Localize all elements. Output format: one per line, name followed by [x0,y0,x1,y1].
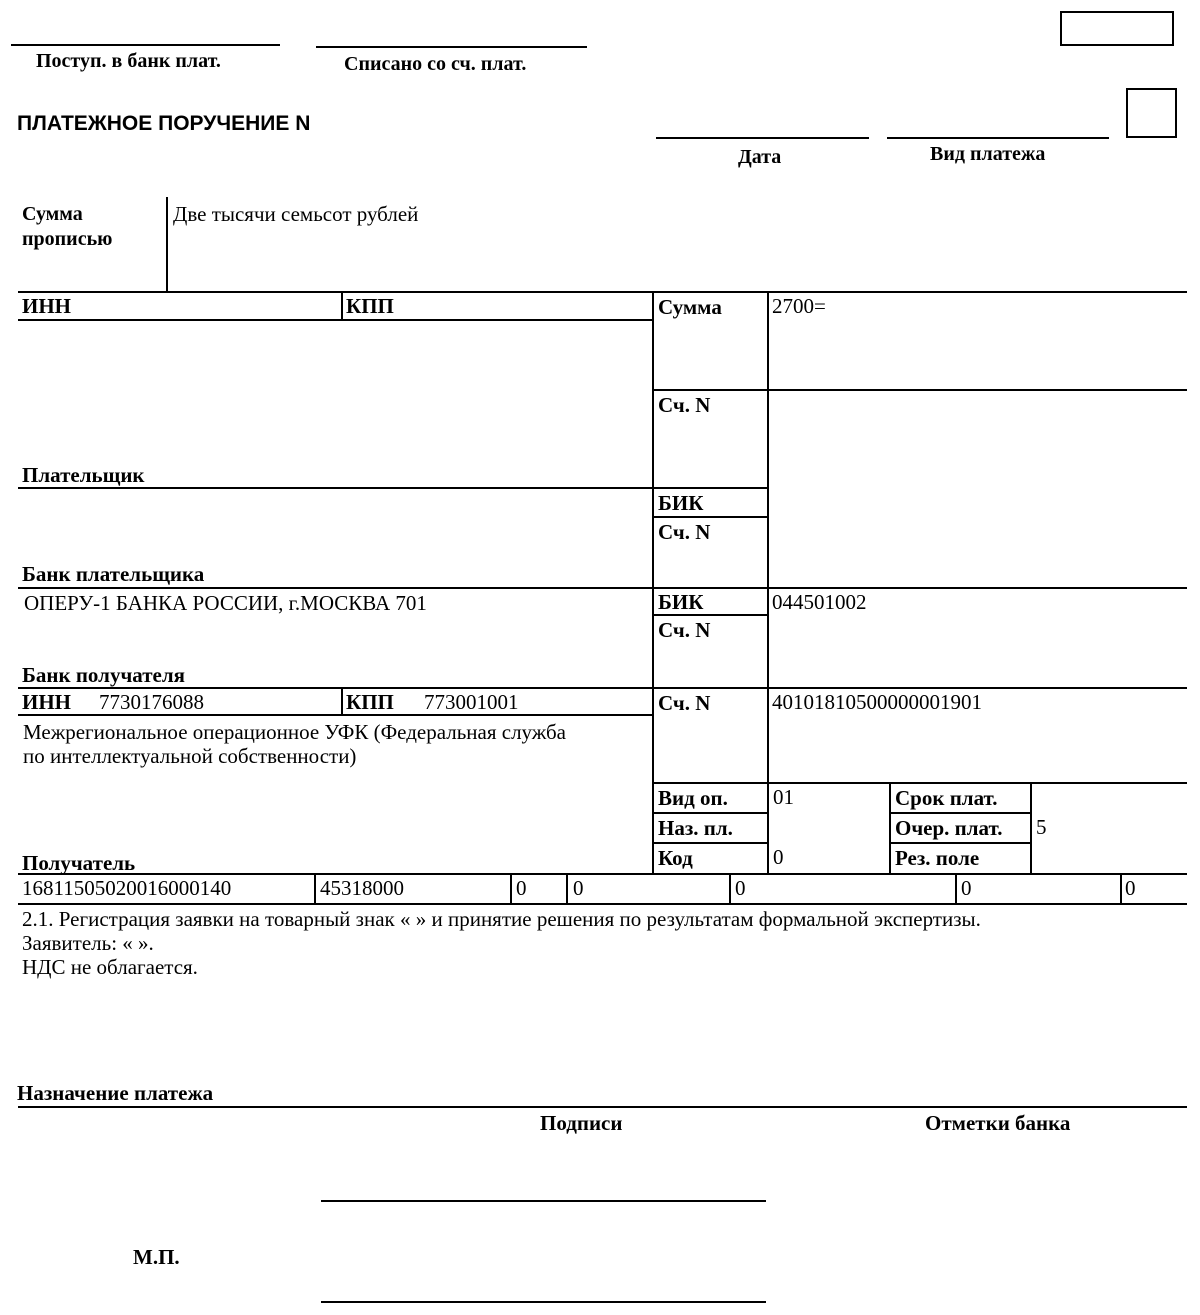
basis-value: 0 [516,876,527,900]
payee-inn-label: ИНН [22,690,72,714]
payer-account-label: Сч. N [658,393,711,417]
sum-value: 2700= [772,294,826,318]
doc-date-value: 0 [961,876,972,900]
payer-label: Плательщик [22,463,145,487]
signature-line-2 [321,1301,766,1303]
tax-col-divider-2 [510,873,512,903]
op-mid-divider-1 [889,782,891,873]
left-right-divider [652,291,654,873]
purpose-line-3: НДС не облагается. [22,955,198,979]
payee-bank-bik-value: 044501002 [772,590,867,614]
signature-line-1 [321,1200,766,1202]
tax-col-divider-3 [566,873,568,903]
payee-name-line1: Межрегиональное операционное УФК (Федеральная служба [23,720,567,744]
amount-words-value: Две тысячи семьсот рублей [173,202,419,226]
purpose-label: Назначение платежа [17,1081,214,1105]
rez-label: Рез. поле [895,846,980,870]
payee-bank-bottom-line [18,687,1187,689]
tax-col-divider-5 [955,873,957,903]
purpose-line-2: Заявитель: « ». [22,931,154,955]
payee-bank-account-label: Сч. N [658,618,711,642]
received-label: Поступ. в банк плат. [36,50,221,72]
page-title: ПЛАТЕЖНОЕ ПОРУЧЕНИЕ N [17,112,311,135]
purpose-line-1: 2.1. Регистрация заявки на товарный знак « » и принятие решения по результатам формальной экспертизы. [22,907,981,931]
doc-number-value: 0 [735,876,746,900]
kod-value: 0 [773,845,784,869]
payment-type-line [887,137,1109,139]
payee-inn-value: 7730176088 [99,690,204,714]
amount-words-divider [166,197,168,291]
debited-date-line [316,46,587,48]
tax-row-top-line [18,873,1187,875]
payee-bank-bik-label: БИК [658,590,704,614]
signatures-label: Подписи [540,1111,623,1135]
tax-col-divider-6 [1120,873,1122,903]
op-mid-divider-2 [1030,782,1032,873]
vid-op-label: Вид оп. [658,786,728,810]
payee-kpp-label: КПП [346,690,394,714]
vid-op-value: 01 [773,785,794,809]
type-value: 0 [1125,876,1136,900]
payer-inn-label: ИНН [22,294,72,318]
payee-bank-value: ОПЕРУ-1 БАНКА РОССИИ, г.МОСКВА 701 [24,591,427,615]
amount-words-label-2: прописью [22,228,113,250]
payer-inn-kpp-divider [341,291,343,319]
amount-words-label-1: Сумма [22,203,83,225]
payer-bank-account-label: Сч. N [658,520,711,544]
payee-account-label: Сч. N [658,691,711,715]
payer-bank-bottom-line [18,587,1187,589]
purpose-bottom-line [18,1106,1187,1108]
received-date-line [11,44,280,46]
payer-bank-bik-label: БИК [658,491,704,515]
kbk-value: 16811505020016000140 [22,876,232,900]
payee-kpp-value: 773001001 [424,690,519,714]
ocher-value: 5 [1036,815,1047,839]
payee-name-line2: по интеллектуальной собственности) [23,744,357,768]
srok-bottom-line [889,812,1030,814]
tax-row-bottom-line [18,903,1187,905]
payee-bank-label: Банк получателя [22,663,186,687]
period-value: 0 [573,876,584,900]
grid-top-line [18,291,1187,293]
op-row2-bottom-line [652,842,767,844]
payer-bank-label: Банк плательщика [22,562,205,586]
bank-marks-label: Отметки банка [925,1111,1071,1135]
sum-label: Сумма [658,295,722,319]
sum-row-bottom [652,389,1187,391]
date-line [656,137,869,139]
date-label: Дата [738,146,782,168]
op-row1-bottom-line [652,812,767,814]
bik1-bottom-line [652,516,767,518]
payer-inn-underline [18,319,652,321]
payee-account-value: 40101810500000001901 [772,690,982,714]
payer-kpp-label: КПП [346,294,394,318]
ocher-bottom-line [889,842,1030,844]
kod-label: Код [658,846,693,870]
tax-col-divider-1 [314,873,316,903]
payee-inn-kpp-divider [341,687,343,714]
payment-type-label: Вид платежа [930,143,1046,165]
ocher-label: Очер. плат. [895,816,1003,840]
status-box [1126,88,1177,138]
oktmo-value: 45318000 [320,876,404,900]
label-value-divider [767,291,769,873]
debited-label: Списано со сч. плат. [344,53,527,75]
op-block-top-line [652,782,1187,784]
naz-pl-label: Наз. пл. [658,816,733,840]
tax-col-divider-4 [729,873,731,903]
payee-label: Получатель [22,851,136,875]
stamp-label: М.П. [133,1245,180,1269]
form-code-box [1060,11,1174,46]
srok-label: Срок плат. [895,786,998,810]
